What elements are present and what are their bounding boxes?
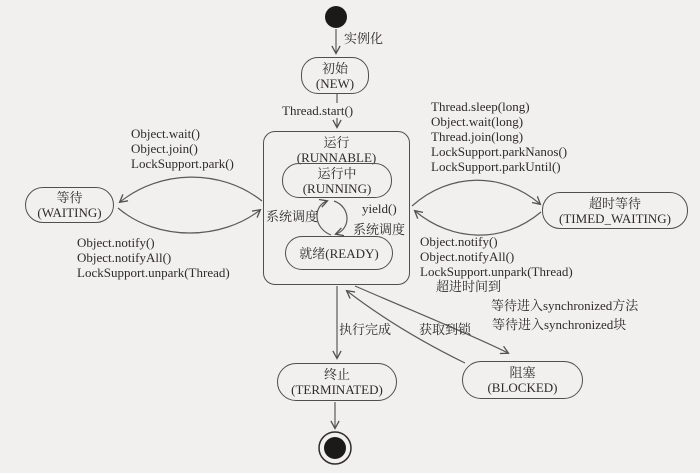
label-scheduler-to-ready: 系统调度 — [353, 222, 406, 237]
state-waiting — [25, 187, 114, 223]
state-runnable-label-en: (RUNNABLE) — [296, 150, 377, 165]
label-object-join: Object.join() — [131, 141, 198, 156]
label-object-wait: Object.wait() — [131, 126, 200, 141]
label-instantiate: 实例化 — [344, 31, 384, 46]
label-execution-done: 执行完成 — [339, 322, 392, 337]
label-scheduler-to-running: 系统调度 — [266, 209, 319, 224]
state-terminated — [277, 363, 397, 401]
state-timed-waiting-label-zh: 超时等待 — [588, 195, 641, 211]
label-thread-join-long: Thread.join(long) — [431, 129, 524, 144]
label-object-notifyall-left: Object.notifyAll() — [77, 250, 172, 265]
label-wait-sync-method: 等待进入synchronized方法 — [491, 298, 639, 313]
state-ready-label: 就绪(READY) — [299, 245, 379, 261]
label-object-notifyall-right: Object.notifyAll() — [420, 249, 515, 264]
arrow-runnable-to-timed-waiting — [412, 180, 540, 206]
state-waiting-label-zh: 等待 — [56, 190, 83, 205]
label-group-from-waiting — [77, 235, 230, 280]
arrow-runnable-to-waiting — [120, 177, 262, 202]
state-running-label-zh: 运行中 — [317, 165, 357, 181]
arrow-runnable-to-blocked — [355, 286, 508, 353]
label-object-wait-long: Object.wait(long) — [431, 114, 524, 129]
label-locksupport-parknanos: LockSupport.parkNanos() — [431, 144, 568, 159]
label-group-from-timed-waiting — [420, 234, 573, 279]
label-timeout-reached: 超进时间到 — [436, 279, 502, 294]
label-yield: yield() — [362, 201, 397, 216]
state-blocked-label-en: (BLOCKED) — [487, 380, 558, 395]
label-thread-start: Thread.start() — [282, 103, 354, 118]
state-runnable-label-zh: 运行 — [323, 135, 350, 150]
label-object-notify-left: Object.notify() — [77, 235, 155, 250]
label-locksupport-unpark-left: LockSupport.unpark(Thread) — [77, 265, 230, 280]
state-ready — [285, 236, 393, 270]
state-terminated-label-zh: 终止 — [323, 367, 350, 382]
label-thread-sleep-long: Thread.sleep(long) — [431, 99, 530, 114]
label-group-to-timed-waiting — [431, 99, 567, 174]
arrow-timed-waiting-to-runnable — [415, 211, 541, 235]
arrow-waiting-to-runnable — [118, 208, 260, 233]
final-state-node — [319, 432, 351, 464]
state-running-label-en: (RUNNING) — [302, 180, 372, 196]
state-timed-waiting — [542, 192, 688, 229]
label-wait-sync-block: 等待进入synchronized块 — [492, 317, 627, 332]
state-terminated-label-en: (TERMINATED) — [291, 382, 383, 397]
initial-state-dot — [325, 6, 347, 28]
label-group-to-waiting — [131, 126, 234, 171]
state-blocked — [462, 361, 583, 399]
state-new-label-en: (NEW) — [315, 75, 355, 91]
state-new — [301, 57, 369, 94]
label-locksupport-parkuntil: LockSupport.parkUntil() — [431, 159, 561, 174]
state-timed-waiting-label-en: (TIMED_WAITING) — [559, 210, 671, 226]
label-locksupport-unpark-right: LockSupport.unpark(Thread) — [420, 264, 573, 279]
label-locksupport-park: LockSupport.park() — [131, 156, 234, 171]
state-runnable-title — [264, 135, 409, 165]
label-lock-acquired: 获取到锁 — [419, 322, 472, 337]
state-new-label-zh: 初始 — [321, 60, 348, 76]
state-blocked-label-zh: 阻塞 — [509, 365, 536, 380]
state-waiting-label-en: (WAITING) — [37, 205, 102, 220]
label-object-notify-right: Object.notify() — [420, 234, 498, 249]
state-running — [282, 163, 392, 198]
